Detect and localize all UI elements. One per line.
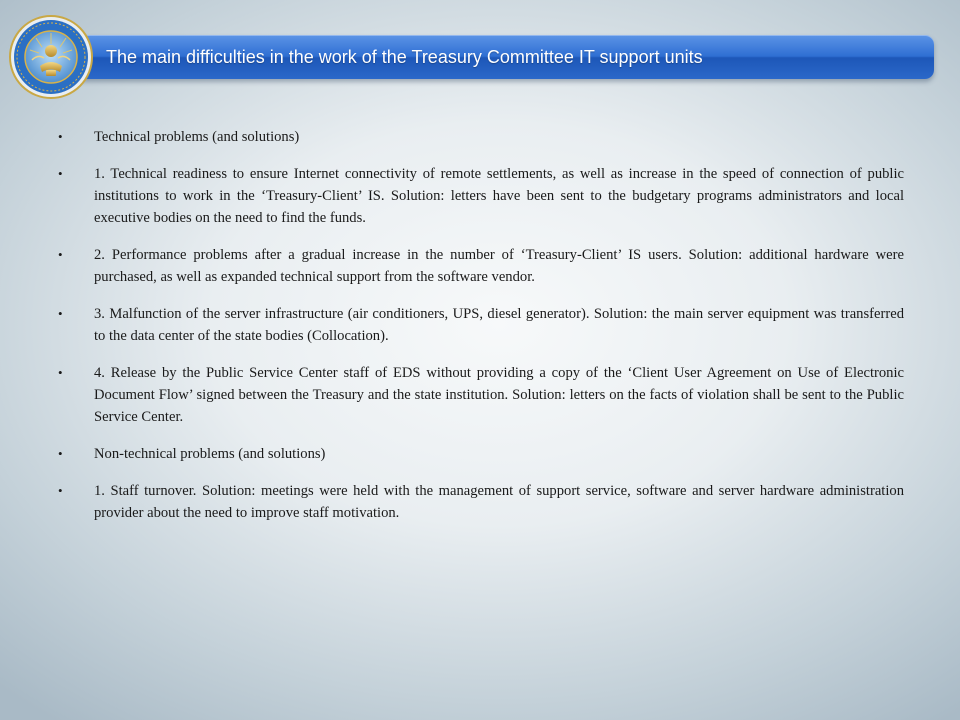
slide-title: The main difficulties in the work of the Treasury Committee IT support units: [106, 47, 703, 67]
treasury-emblem-icon: [8, 14, 94, 100]
bullet-technical-heading: • Technical problems (and solutions): [52, 126, 904, 148]
bullet-nontechnical-heading: • Non-technical problems (and solutions): [52, 443, 904, 465]
bullet-item-4: • 4. Release by the Public Service Center staff of EDS without providing a copy of the ‘Client User Agreement on Use of Electronic Document Flow’ signed between the Treasury and the state institution. Solution: letters on the facts of violation shall be sent to the Public Service Center.: [52, 362, 904, 428]
title-bar: [40, 35, 934, 79]
bullet-item-5: • 1. Staff turnover. Solution: meetings were held with the management of support service, software and server hardware administration provider about the need to improve staff motivation.: [52, 480, 904, 524]
bullet-list: [52, 126, 904, 539]
bullet-item-2: • 2. Performance problems after a gradual increase in the number of ‘Treasury-Client’ IS users. Solution: additional hardware were purchased, as well as expanded technical support from the software vendor.: [52, 244, 904, 288]
bullet-item-3: • 3. Malfunction of the server infrastructure (air conditioners, UPS, diesel generator). Solution: the main server equipment was transferred to the data center of the state bodies (Collocation).: [52, 303, 904, 347]
bullet-item-1: • 1. Technical readiness to ensure Internet connectivity of remote settlements, as well as increase in the speed of connection of public institutions to work in the ‘Treasury-Client’ IS. Solution: letters have been sent to the budgetary programs administrators and local executive bodies on the need to find the funds.: [52, 163, 904, 229]
